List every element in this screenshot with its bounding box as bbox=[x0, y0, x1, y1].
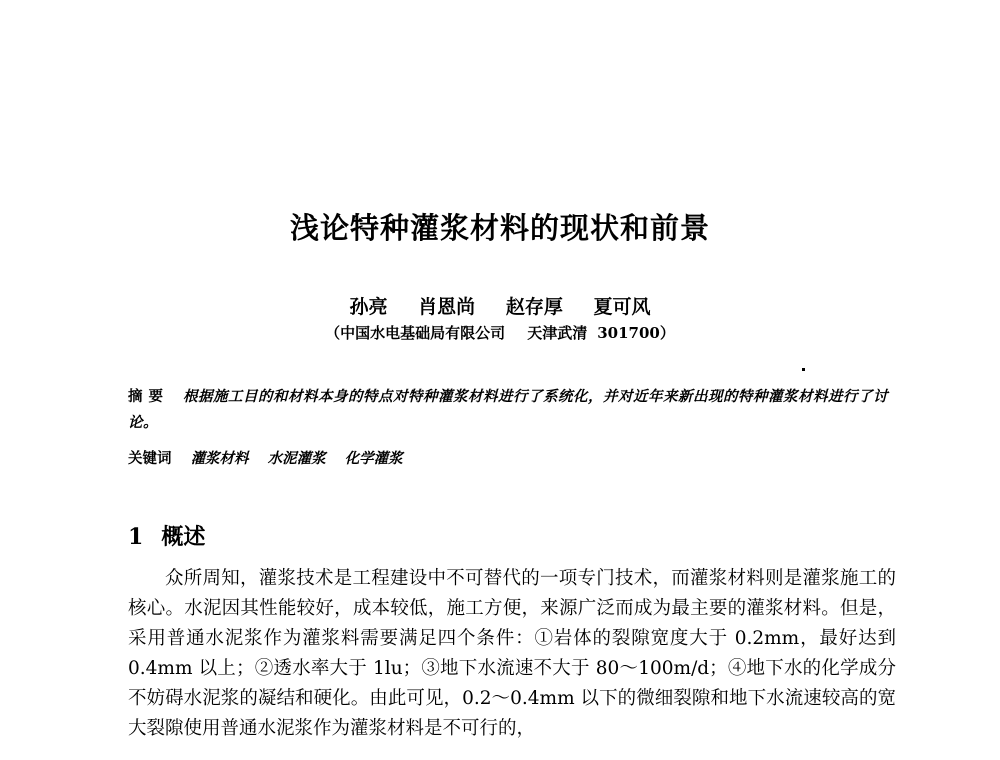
affiliation bbox=[0, 322, 1000, 343]
author-name: 夏可风 bbox=[593, 296, 651, 318]
body-paragraph: 众所周知，灌浆技术是工程建设中不可替代的一项专门技术，而灌浆材料则是灌浆施工的核心。水泥因其性能较好，成本较低，施工方便，来源广泛而成为最主要的灌浆材料。但是，采用普通水泥浆作为灌浆料需要满足四个条件：①岩体的裂隙宽度大于 0.2mm，最好达到 0.4mm 以上；②透水率大于 1lu；③地下水流速不大于 80～100m/d；④地下水的化学成分不妨碍水泥浆的凝结和硬化。由此可见，0.2～0.4mm 以下的微细裂隙和地下水流速较高的宽大裂隙使用普通水泥浆作为灌浆材料是不可行的， bbox=[128, 568, 896, 739]
section-heading bbox=[128, 520, 205, 551]
paper-title: 浅论特种灌浆材料的现状和前景 bbox=[289, 211, 710, 245]
section-title: 概述 bbox=[161, 524, 206, 550]
abstract-label: 摘要 bbox=[128, 389, 169, 405]
abstract bbox=[128, 384, 898, 435]
author-name: 赵存厚 bbox=[505, 296, 563, 318]
keywords-label: 关键词 bbox=[128, 451, 172, 467]
affiliation-postal-code: 301700 bbox=[597, 324, 660, 342]
keyword: 水泥灌浆 bbox=[267, 450, 326, 467]
affiliation-org: 中国水电基础局有限公司 bbox=[340, 324, 506, 342]
keyword: 化学灌浆 bbox=[344, 450, 403, 467]
affiliation-close-paren: ） bbox=[659, 324, 675, 342]
author-name: 孙亮 bbox=[349, 296, 388, 318]
affiliation-open-paren: （ bbox=[325, 324, 341, 342]
stray-dot bbox=[802, 368, 805, 371]
keyword: 灌浆材料 bbox=[190, 450, 249, 467]
keywords bbox=[128, 447, 898, 468]
abstract-text: 根据施工目的和材料本身的特点对特种灌浆材料进行了系统化，并对近年来新出现的特种灌浆材料进行了讨论。 bbox=[128, 388, 888, 431]
affiliation-place: 天津武清 bbox=[527, 324, 588, 342]
author-name: 肖恩尚 bbox=[418, 296, 476, 318]
section-number: 1 bbox=[128, 524, 144, 550]
author-list bbox=[0, 292, 1000, 319]
